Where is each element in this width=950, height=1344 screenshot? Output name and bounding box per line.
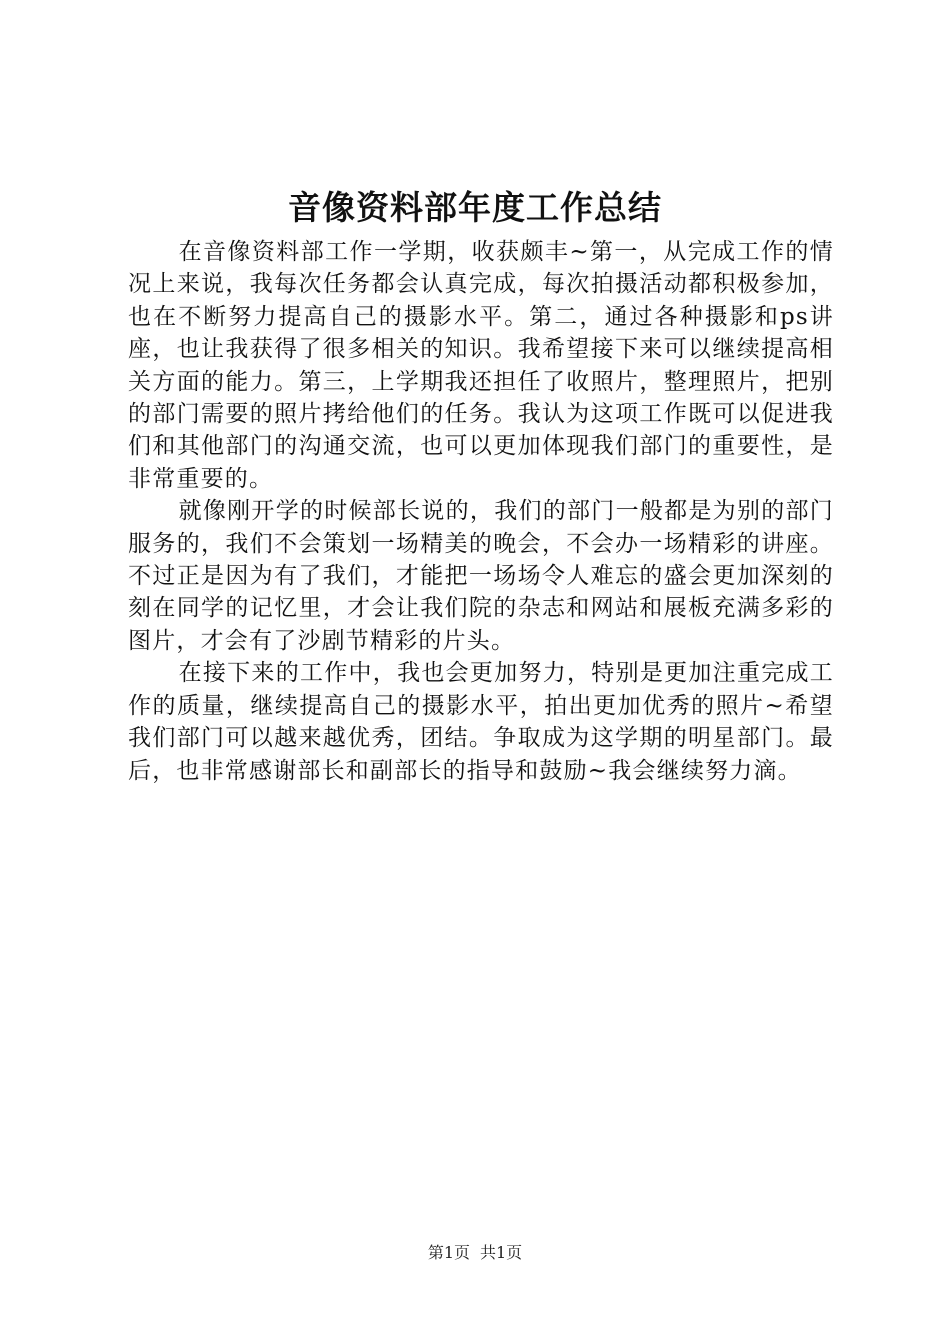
- paragraph-3: 在接下来的工作中，我也会更加努力，特别是更加注重完成工作的质量，继续提高自己的摄影水平，拍出更加优秀的照片~希望我们部门可以越来越优秀，团结。争取成为这学期的明星部门。最后，也非常感谢部长和副部长的指导和鼓励~我会继续努力滴。: [128, 660, 834, 784]
- page-footer: [0, 1241, 950, 1265]
- page-total: 共1页: [480, 1243, 523, 1262]
- page-number: 第1页: [427, 1243, 470, 1262]
- paragraph-1: 在音像资料部工作一学期，收获颇丰~第一，从完成工作的情况上来说，我每次任务都会认真完成，每次拍摄活动都积极参加，也在不断努力提高自己的摄影水平。第二，通过各种摄影和ps讲座，也让我获得了很多相关的知识。我希望接下来可以继续提高相关方面的能力。第三，上学期我还担任了收照片，整理照片，把别的部门需要的照片拷给他们的任务。我认为这项工作既可以促进我们和其他部门的沟通交流，也可以更加体现我们部门的重要性，是非常重要的。: [128, 239, 834, 492]
- document-body: [128, 236, 834, 787]
- document-title: 音像资料部年度工作总结: [288, 188, 662, 227]
- paragraph-2: 就像刚开学的时候部长说的，我们的部门一般都是为别的部门服务的，我们不会策划一场精美的晚会，不会办一场精彩的讲座。不过正是因为有了我们，才能把一场场令人难忘的盛会更加深刻的刻在同学的记忆里，才会让我们院的杂志和网站和展板充满多彩的图片，才会有了沙剧节精彩的片头。: [128, 498, 834, 654]
